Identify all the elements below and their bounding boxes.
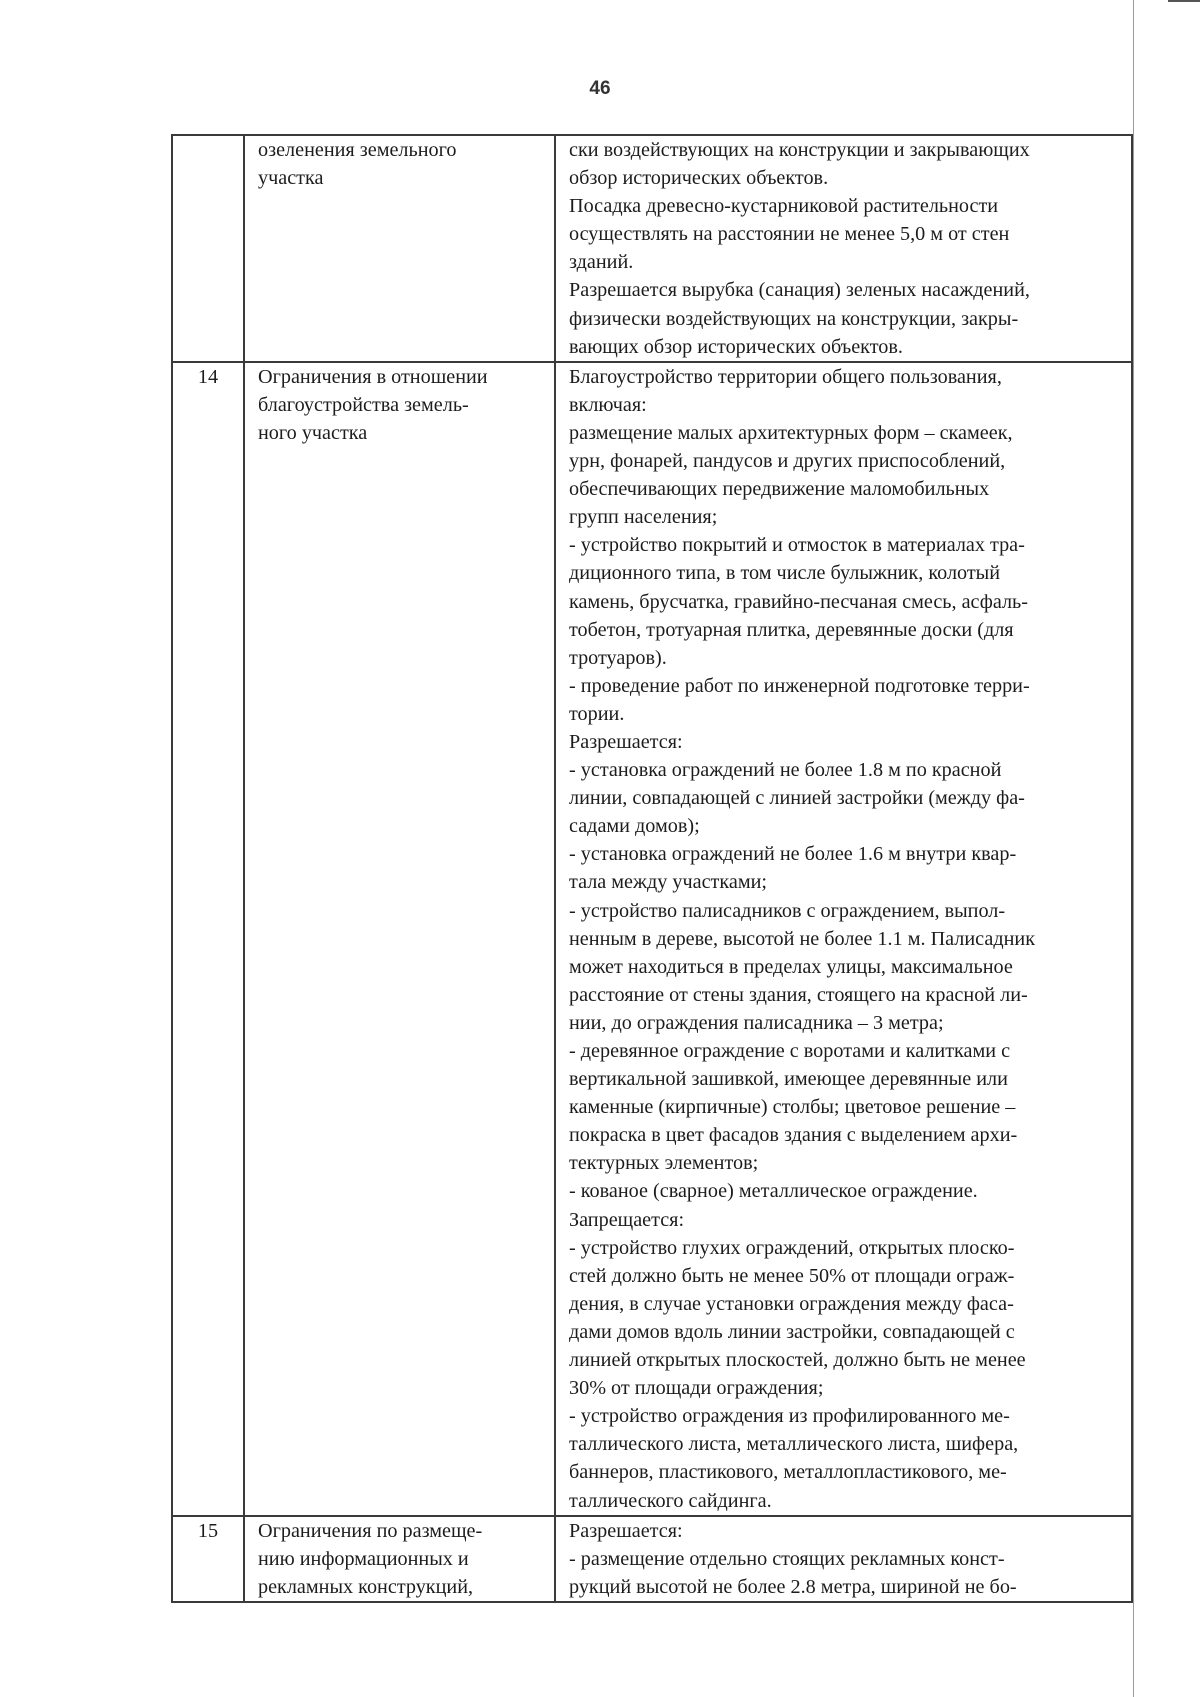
desc-line: тала между участками;	[569, 871, 768, 894]
desc-line: Разрешается:	[569, 1519, 683, 1542]
desc-line: каменные (кирпичные) столбы; цветовое решение –	[569, 1096, 1016, 1119]
desc-line: - деревянное ограждение с воротами и калитками с	[569, 1040, 1011, 1062]
desc-line: вающих обзор исторических объектов.	[569, 335, 903, 358]
desc-line: расстояние от стены здания, стоящего на красной ли-	[569, 983, 1028, 1006]
restriction-description	[555, 362, 1132, 1516]
desc-line: диционного типа, в том числе булыжник, колотый	[569, 562, 1001, 585]
table-row-14	[172, 362, 1132, 1516]
desc-line: 30% от площади ограждения;	[569, 1377, 824, 1400]
desc-line: ски воздействующих на конструкции и закрывающих	[569, 139, 1030, 161]
desc-line: стей должно быть не менее 50% от площади ограж-	[569, 1264, 1015, 1287]
desc-line: Запрещается:	[569, 1208, 685, 1231]
desc-line: обеспечивающих передвижение маломобильных	[569, 478, 990, 501]
desc-line: линии, совпадающей с линией застройки (между фа-	[569, 787, 1025, 810]
row-number: 14	[172, 362, 244, 1516]
table-row-15	[172, 1516, 1132, 1602]
desc-line: тобетон, тротуарная плитка, деревянные доски (для	[569, 618, 1014, 641]
desc-line: - размещение отдельно стоящих рекламных конст-	[569, 1547, 1005, 1570]
desc-line: - установка ограждений не более 1.6 м внутри квар-	[569, 843, 1017, 866]
desc-line: дения, в случае установки ограждения между фаса-	[569, 1292, 1014, 1315]
desc-line: - устройство глухих ограждений, открытых плоско-	[569, 1236, 1015, 1259]
name-line: ного участка	[258, 421, 368, 444]
desc-line: - установка ограждений не более 1.8 м по красной	[569, 759, 1002, 782]
desc-line: нии, до ограждения палисадника – 3 метра;	[569, 1011, 944, 1034]
desc-line: физически воздействующих на конструкции, закры-	[569, 307, 1019, 330]
desc-line: камень, брусчатка, гравийно-песчаная смесь, асфаль-	[569, 590, 1028, 613]
name-line: благоустройства земель-	[258, 393, 469, 416]
desc-line: тории.	[569, 702, 625, 725]
desc-line: тектурных элементов;	[569, 1152, 759, 1175]
desc-line: - кованое (сварное) металлическое ограждение.	[569, 1180, 978, 1203]
desc-line: покраска в цвет фасадов здания с выделением архи-	[569, 1124, 1018, 1147]
desc-line: Благоустройство территории общего пользования,	[569, 365, 1002, 388]
desc-line: может находиться в пределах улицы, максимальное	[569, 955, 1013, 978]
desc-line: обзор исторических объектов.	[569, 167, 829, 190]
name-line: рекламных конструкций,	[258, 1575, 474, 1598]
desc-line: таллического листа, металлического листа, шифера,	[569, 1433, 1019, 1456]
restriction-name	[244, 135, 555, 362]
scan-edge-mark	[1168, 0, 1200, 2]
name-line: Ограничения по размеще-	[258, 1519, 483, 1542]
desc-line: садами домов);	[569, 815, 700, 838]
restriction-name	[244, 362, 555, 1516]
desc-line: дами домов вдоль линии застройки, совпадающей с	[569, 1320, 1015, 1343]
desc-line: Разрешается:	[569, 730, 683, 753]
desc-line: - устройство ограждения из профилированного ме-	[569, 1405, 1010, 1428]
desc-line: рукций высотой не более 2.8 метра, шириной не бо-	[569, 1575, 1017, 1598]
desc-line: - устройство палисадников с ограждением, выпол-	[569, 899, 1006, 922]
name-line: Ограничения в отношении	[258, 365, 488, 388]
name-line: озеленения земельного	[258, 139, 457, 161]
desc-line: Посадка древесно-кустарниковой растительности	[569, 195, 999, 218]
desc-line: вертикальной зашивкой, имеющее деревянные или	[569, 1068, 1008, 1091]
desc-line: баннеров, пластикового, металлопластикового, ме-	[569, 1461, 1007, 1484]
name-line: нию информационных и	[258, 1547, 469, 1570]
desc-line: ненным в дереве, высотой не более 1.1 м. Палисадник	[569, 927, 1036, 950]
desc-line: осуществлять на расстоянии не менее 5,0 м от стен	[569, 223, 1010, 246]
desc-line: линией открытых плоскостей, должно быть не менее	[569, 1349, 1026, 1372]
desc-line: - устройство покрытий и отмосток в материалах тра-	[569, 534, 1025, 557]
row-number: 15	[172, 1516, 244, 1602]
name-line: участка	[258, 167, 324, 190]
desc-line: зданий.	[569, 251, 634, 274]
restriction-description	[555, 1516, 1132, 1602]
desc-line: включая:	[569, 393, 647, 416]
restriction-description	[555, 135, 1132, 362]
table-row-continuation	[172, 135, 1132, 362]
desc-line: тротуаров).	[569, 646, 667, 669]
desc-line: таллического сайдинга.	[569, 1489, 772, 1512]
page-number: 46	[589, 78, 611, 99]
desc-line: групп населения;	[569, 506, 718, 529]
desc-line: Разрешается вырубка (санация) зеленых насаждений,	[569, 279, 1030, 302]
row-number	[172, 135, 244, 362]
restrictions-table	[171, 134, 1133, 1603]
desc-line: урн, фонарей, пандусов и других приспособлений,	[569, 450, 1006, 473]
desc-line: - проведение работ по инженерной подготовке терри-	[569, 674, 1030, 697]
desc-line: размещение малых архитектурных форм – скамеек,	[569, 421, 1013, 444]
scan-edge-line	[1133, 0, 1134, 1697]
restriction-name	[244, 1516, 555, 1602]
